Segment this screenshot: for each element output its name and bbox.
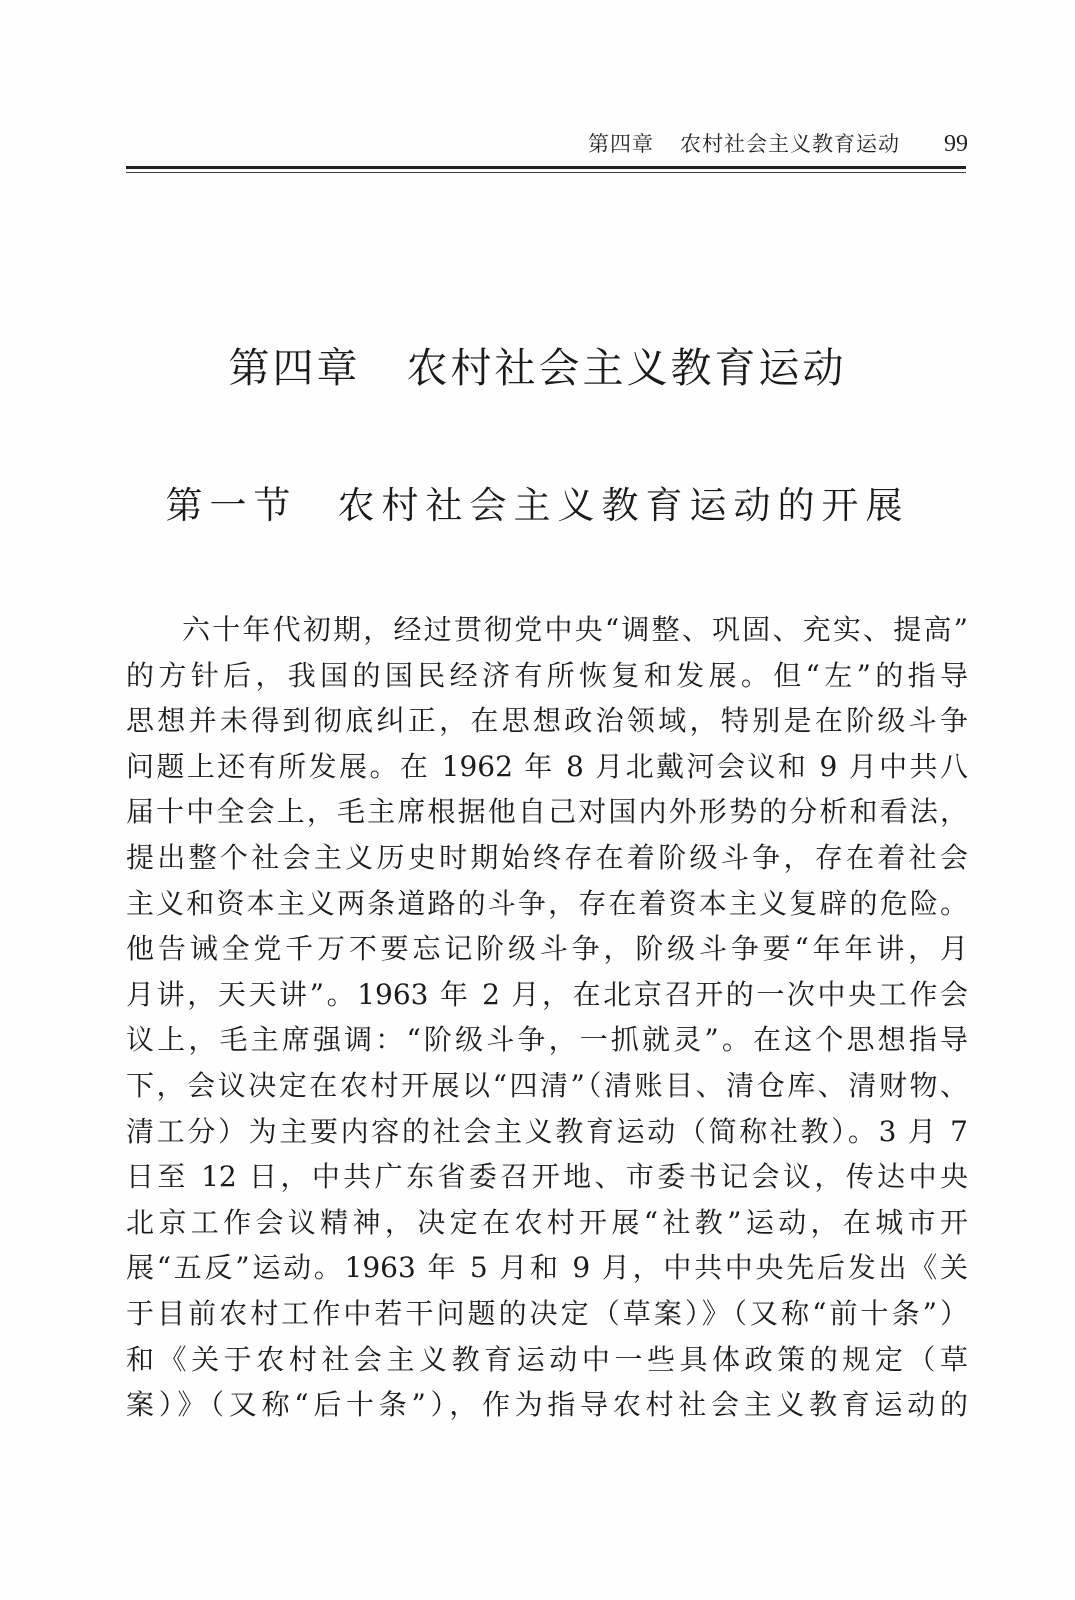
body-line: 展“五反”运动。1963 年 5 月和 9 月，中共中央先后发出《关 xyxy=(126,1251,968,1285)
body-line: 六十年代初期，经过贯彻党中央“调整、巩固、充实、提高” xyxy=(182,613,968,646)
body-line: 思想并未得到彻底纠正，在思想政治领域，特别是在阶级斗争 xyxy=(126,704,968,738)
body-line: 北京工作会议精神，决定在农村开展“社教”运动，在城市开 xyxy=(126,1205,968,1239)
body-line: 下，会议决定在农村开展以“四清”（清账目、清仓库、清财物、 xyxy=(126,1068,968,1102)
body-line: 月讲，天天讲”。1963 年 2 月，在北京召开的一次中央工作会 xyxy=(126,977,968,1011)
body-paragraph xyxy=(126,607,968,1428)
header-chapter-label: 第四章 xyxy=(588,132,654,156)
chapter-heading xyxy=(0,335,1075,394)
body-line: 清工分）为主要内容的社会主义教育运动（简称社教）。3 月 7 xyxy=(126,1114,968,1148)
running-header xyxy=(126,122,968,158)
header-chapter-title: 农村社会主义教育运动 xyxy=(680,132,900,156)
chapter-heading-label: 第四章 xyxy=(228,344,361,392)
body-line: 和《关于农村社会主义教育运动中一些具体政策的规定（草 xyxy=(126,1342,968,1376)
body-line: 议上，毛主席强调：“阶级斗争，一抓就灵”。在这个思想指导 xyxy=(126,1023,968,1057)
section-heading-title: 农村社会主义教育运动的开展 xyxy=(337,484,910,527)
body-line: 他告诫全党千万不要忘记阶级斗争，阶级斗争要“年年讲，月 xyxy=(126,932,968,966)
header-rule-thick xyxy=(126,166,966,169)
section-heading-label: 第一节 xyxy=(165,484,298,527)
body-line: 于目前农村工作中若干问题的决定（草案）》（又称“前十条”） xyxy=(126,1296,968,1330)
body-line: 的方针后，我国的国民经济有所恢复和发展。但“左”的指导 xyxy=(126,658,968,692)
body-line: 日至 12 日，中共广东省委召开地、市委书记会议，传达中央 xyxy=(126,1160,968,1194)
body-line: 案）》（又称“后十条”），作为指导农村社会主义教育运动的 xyxy=(126,1388,968,1422)
body-line: 提出整个社会主义历史时期始终存在着阶级斗争，存在着社会 xyxy=(126,840,968,874)
body-line: 届十中全会上，毛主席根据他自己对国内外形势的分析和看法， xyxy=(126,795,968,829)
body-line: 问题上还有所发展。在 1962 年 8 月北戴河会议和 9 月中共八 xyxy=(126,749,968,783)
section-heading xyxy=(0,475,1075,529)
chapter-heading-title: 农村社会主义教育运动 xyxy=(406,344,847,392)
page-number: 99 xyxy=(944,131,968,157)
body-line: 主义和资本主义两条道路的斗争，存在着资本主义复辟的危险。 xyxy=(126,886,968,920)
header-rule-thin xyxy=(126,172,966,173)
